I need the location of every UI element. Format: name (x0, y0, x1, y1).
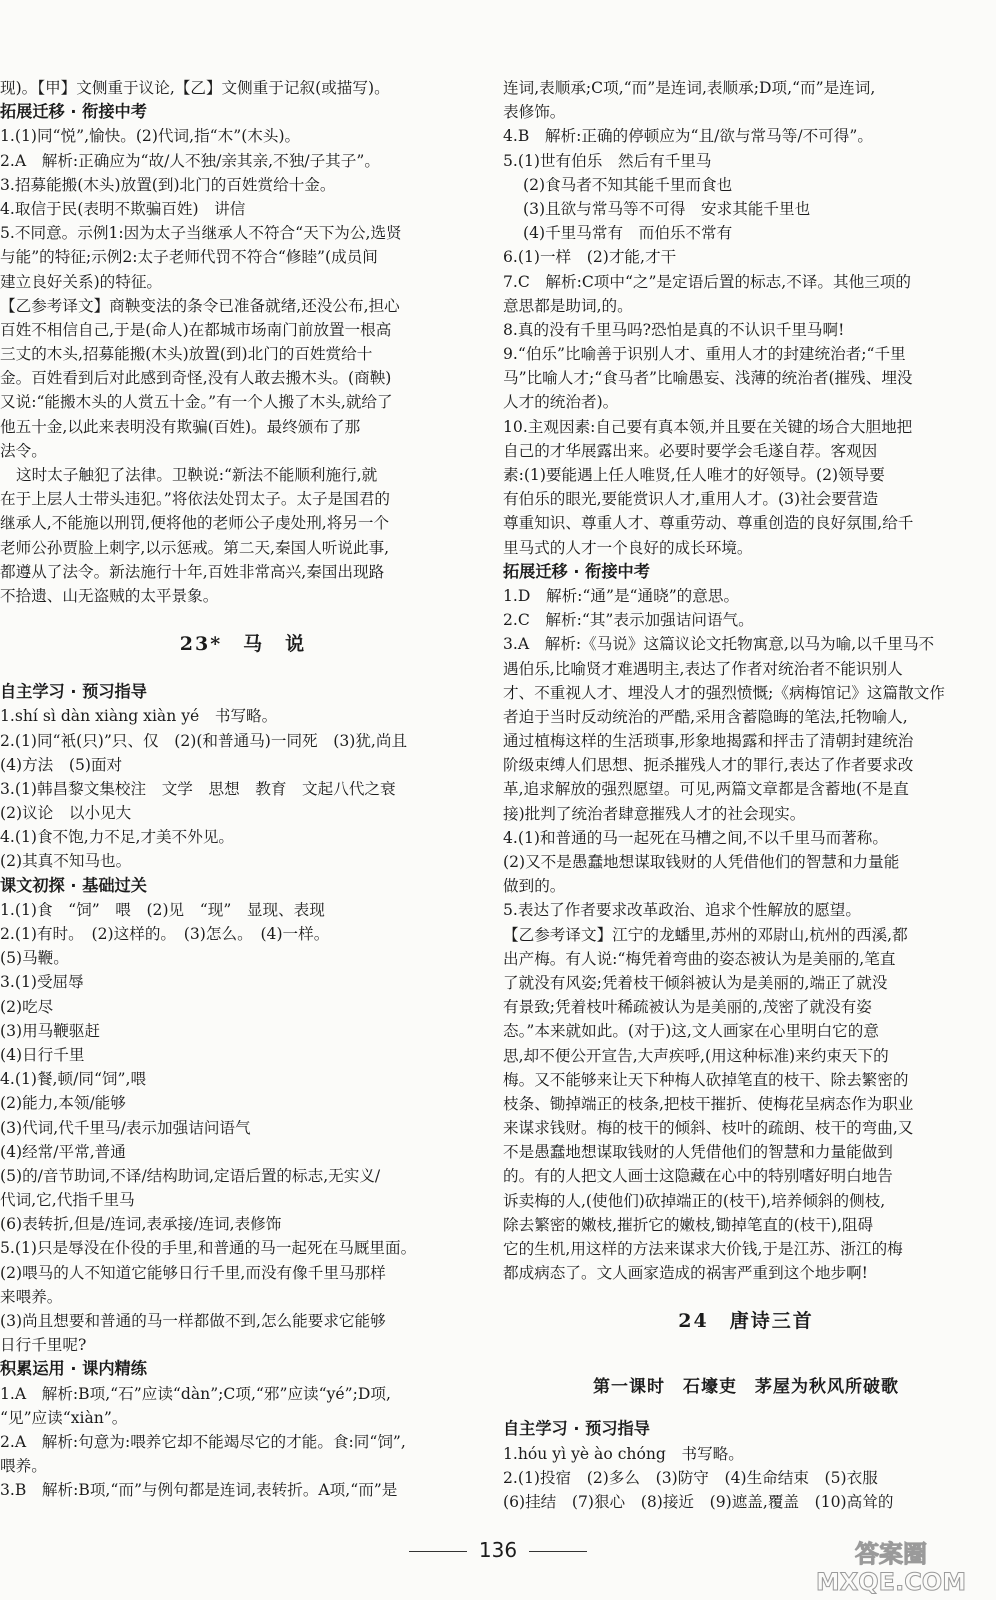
left-column (0, 76, 486, 1520)
section-heading: 自主学习 · 预习指导 (503, 1419, 650, 1439)
text-line: 喂养。 (0, 1457, 47, 1476)
text-line: 都成病态了。文人画家造成的祸害严重到这个地步啊! (503, 1264, 868, 1283)
text-line: 金。百姓看到后对此感到奇怪,没有人敢去搬木头。(商鞅) (0, 369, 392, 388)
text-line: 代词,它,代指千里马 (0, 1191, 135, 1210)
text-line: (4)经常/平常,普通 (0, 1142, 126, 1161)
text-line: 法令。 (0, 441, 47, 460)
text-line: (3)且欲与常马等不可得 安求其能千里也 (523, 199, 811, 218)
text-line: 1.A 解析:B项,“石”应读“dàn”;C项,“邪”应读“yé”;D项, (0, 1384, 391, 1403)
text-line: 【乙参考译文】江宁的龙蟠里,苏州的邓尉山,杭州的西溪,都 (503, 925, 908, 944)
text-line: (3)用马鞭驱赶 (0, 1021, 101, 1040)
text-line: (4)方法 (5)面对 (0, 755, 123, 774)
text-line: 革,追求解放的强烈愿望。可见,两篇文章都是含蓄地(不是直 (503, 780, 909, 799)
text-line: 有景致;凭着枝叶稀疏被认为是美丽的,茂密了就没有姿 (503, 998, 872, 1017)
text-line: 2.(1)有时。 (2)这样的。 (3)怎么。 (4)一样。 (0, 925, 330, 943)
text-line: 现)。【甲】文侧重于议论,【乙】文侧重于记叙(或描写)。 (0, 79, 390, 97)
text-line: 3.招募能搬(木头)放置(到)北门的百姓赏给十金。 (0, 175, 336, 194)
text-line: (2)又不是愚蠢地想谋取钱财的人凭借他们的智慧和力量能 (503, 853, 900, 871)
text-line: 除去繁密的嫩枝,摧折它的嫩枝,锄掉笔直的(枝干),阻碍 (503, 1215, 874, 1234)
lesson-title: 23* 马 说 (179, 633, 307, 656)
text-line: 5.表达了作者要求改革政治、追求个性解放的愿望。 (503, 901, 861, 920)
text-line: 9.“伯乐”比喻善于识别人才、重用人才的封建统治者;“千里 (503, 345, 906, 364)
text-line: (2)食马者不知其能千里而食也 (523, 175, 733, 194)
text-line: 接)批判了统治者肆意摧残人才的社会现实。 (503, 804, 806, 823)
text-line: (5)的/音节助词,不译/结构助词,定语后置的标志,无实义/ (0, 1166, 381, 1185)
watermark-top: 答案圈 (855, 1540, 927, 1568)
text-line: (3)代词,代千里马/表示加强诘问语气 (0, 1118, 251, 1137)
text-line: 百姓不相信自己,于是(命人)在都城市场南门前放置一根高 (0, 320, 392, 339)
text-line: 三丈的木头,招募能搬(木头)放置(到)北门的百姓赏给十 (0, 345, 373, 364)
text-line: 与能”的特征;示例2:太子老师代罚不符合“修睦”(成员间 (0, 248, 378, 267)
section-heading: 拓展迁移 · 衔接中考 (503, 561, 650, 581)
text-line: 7.C 解析:C项中“之”是定语后置的标志,不译。其他三项的 (503, 272, 911, 291)
text-line: (2)议论 以小见大 (0, 804, 132, 823)
text-line: 来谋求钱财。梅的枝干的倾斜、枝叶的疏朗、枝干的弯曲,又 (503, 1119, 914, 1138)
text-line: 阶级束缚人们思想、扼杀摧残人才的罪行,表达了作者要求改 (503, 756, 914, 775)
text-line: 尊重知识、尊重人才、尊重劳动、尊重创造的良好氛围,给千 (503, 514, 914, 533)
text-line: 3.B 解析:B项,“而”与例句都是连词,表转折。A项,“而”是 (0, 1481, 398, 1500)
section-heading: 自主学习 · 预习指导 (0, 682, 147, 702)
text-line: 又说:“能搬木头的人赏五十金。”有一个人搬了木头,就给了 (0, 393, 393, 412)
text-line: “见”应读“xiàn”。 (0, 1408, 128, 1427)
text-line: 2.A 解析:句意为:喂养它却不能竭尽它的才能。食:同“饲”, (0, 1432, 406, 1451)
text-line: (3)尚且想要和普通的马一样都做不到,怎么能要求它能够 (0, 1312, 386, 1330)
text-line: (4)日行千里 (0, 1045, 85, 1064)
text-line: 8.真的没有千里马吗?恐怕是真的不认识千里马啊! (503, 320, 845, 339)
text-line: 6.(1)一样 (2)才能,才干 (503, 248, 677, 267)
text-line: 3.(1)受屈辱 (0, 973, 84, 992)
text-line: 4.(1)餐,顿/同“饲”,喂 (0, 1070, 147, 1089)
text-line: 里马式的人才一个良好的成长环境。 (503, 538, 753, 557)
section-heading: 积累运用 · 课内精练 (0, 1359, 147, 1379)
text-line: 2.(1)投宿 (2)多么 (3)防守 (4)生命结束 (5)衣服 (503, 1468, 878, 1487)
text-line: 人才的统治者)。 (503, 393, 619, 412)
text-line: 在于上层人士带头违犯。”将依法处罚太子。太子是国君的 (0, 490, 391, 509)
text-line: 枝条、锄掉端正的枝条,把枝干摧折、使梅花呈病态作为职业 (503, 1094, 914, 1113)
text-line: 2.C 解析:“其”表示加强诘问语气。 (503, 611, 754, 630)
text-line: 5.(1)只是辱没在仆役的手里,和普通的马一起死在马厩里面。 (0, 1239, 417, 1258)
text-line: 1.(1)食 “饲” 喂 (2)见 “现” 显现、表现 (0, 900, 325, 919)
text-line: 来喂养。 (0, 1287, 63, 1306)
text-line: 日行千里呢? (0, 1336, 87, 1355)
text-line: 4.(1)食不饱,力不足,才美不外见。 (0, 828, 235, 847)
text-line: 1.D 解析:“通”是“通晓”的意思。 (503, 586, 740, 605)
text-line: (4)千里马常有 而伯乐不常有 (523, 224, 733, 243)
text-line: (6)表转折,但是/连词,表承接/连词,表修饰 (0, 1215, 282, 1234)
text-line: 他五十金,以此来表明没有欺骗(百姓)。最终颁布了那 (0, 417, 361, 436)
text-line: (6)挂结 (7)狠心 (8)接近 (9)遮盖,覆盖 (10)高耸的 (503, 1492, 894, 1511)
watermark-logo (796, 1538, 986, 1596)
lesson-title: 24 唐诗三首 (678, 1310, 814, 1333)
text-line: 马”比喻人才;“食马者”比喻愚妄、浅薄的统治者(摧残、埋没 (503, 369, 913, 388)
text-line: 2.A 解析:正确应为“故/人不独/亲其亲,不独/子其子”。 (0, 151, 380, 170)
text-line: 3.A 解析:《马说》这篇议论文托物寓意,以马为喻,以千里马不 (503, 635, 935, 654)
text-line: 思,却不便公开宣告,大声疾呼,(用这种标准)来约束天下的 (503, 1046, 889, 1065)
text-line: 诉卖梅的人,(使他们)砍掉端正的(枝干),培养倾斜的侧枝, (503, 1191, 886, 1210)
text-line: 态。”本来就如此。(对于)这,文人画家在心里明白它的意 (503, 1022, 879, 1041)
text-line: 不是愚蠢地想谋取钱财的人凭借他们的智慧和力量能做到 (503, 1143, 893, 1162)
text-line: 做到的。 (503, 877, 566, 896)
text-line: 者迫于当时反动统治的严酷,采用含蓄隐晦的笔法,托物喻人, (503, 707, 908, 726)
text-line: 表修饰。 (503, 103, 566, 122)
text-line: 1.(1)同“悦”,愉快。(2)代词,指“木”(木头)。 (0, 127, 301, 146)
text-line: (2)其真不知马也。 (0, 852, 132, 871)
text-line: 都遵从了法令。新法施行十年,百姓非常高兴,秦国出现路 (0, 562, 385, 581)
text-line: 它的生机,用这样的方法来谋求大价钱,于是江苏、浙江的梅 (503, 1240, 903, 1258)
text-line: (5)马鞭。 (0, 949, 69, 968)
text-line: 出产梅。有人说:“梅凭着弯曲的姿态被认为是美丽的,笔直 (503, 949, 896, 968)
text-line: 继承人,不能施以刑罚,便将他的老师公子虔处刑,将另一个 (0, 514, 390, 533)
text-line: 的。有的人把文人画士这隐藏在心中的特别嗜好明白地告 (503, 1167, 893, 1186)
text-line: (2)能力,本领/能够 (0, 1094, 126, 1113)
page-number: 136 (478, 1538, 518, 1562)
text-line: 素:(1)要能遇上任人唯贤,任人唯才的好领导。(2)领导要 (503, 466, 885, 484)
text-line: 意思都是助词,的。 (503, 296, 633, 315)
text-line: 4.(1)和普通的马一起死在马槽之间,不以千里马而著称。 (503, 828, 888, 847)
text-line: 遇伯乐,比喻贤才难遇明主,表达了作者对统治者不能识别人 (503, 659, 903, 678)
text-line: 连词,表顺承;C项,“而”是连词,表顺承;D项,“而”是连词, (503, 79, 876, 97)
text-line: 了就没有风姿;凭着枝干倾斜被认为是美丽的,端正了就没 (503, 973, 888, 992)
text-line: 1.hóu yì yè ào chóng 书写略。 (503, 1444, 744, 1463)
right-column (503, 76, 989, 1520)
text-line: 不拾遗、山无盗贼的太平景象。 (0, 586, 219, 605)
text-line: 这时太子触犯了法律。卫鞅说:“新法不能顺利施行,就 (16, 466, 378, 484)
section-heading: 课文初探 · 基础过关 (0, 875, 147, 895)
text-line: 5.(1)世有伯乐 然后有千里马 (503, 151, 712, 170)
footer-rule-right (529, 1551, 587, 1552)
text-line: 老师公孙贾脸上刺字,以示惩戒。第二天,秦国人听说此事, (0, 538, 390, 557)
text-line: 【乙参考译文】商鞅变法的条令已准备就绪,还没公布,担心 (0, 296, 400, 315)
text-line: 有伯乐的眼光,要能赏识人才,重用人才。(3)社会要营造 (503, 490, 879, 509)
text-line: (2)喂马的人不知道它能够日行千里,而没有像千里马那样 (0, 1263, 386, 1282)
text-line: 通过植梅这样的生活琐事,形象地揭露和抨击了清朝封建统治 (503, 732, 914, 751)
text-line: 1.shí sì dàn xiàng xiàn yé 书写略。 (0, 707, 278, 726)
text-line: (2)吃尽 (0, 997, 54, 1016)
text-line: 梅。又不能够来让天下种梅人砍掉笔直的枝干、除去繁密的 (503, 1070, 909, 1089)
text-line: 4.B 解析:正确的停顿应为“且/欲与常马等/不可得”。 (503, 127, 873, 146)
text-line: 3.(1)韩昌黎文集校注 文学 思想 教育 文起八代之衰 (0, 779, 396, 798)
text-line: 10.主观因素:自己要有真本领,并且要在关键的场合大胆地把 (503, 417, 913, 436)
text-line: 2.(1)同“衹(只)”只、仅 (2)(和普通马)一同死 (3)犹,尚且 (0, 731, 408, 750)
text-line: 4.取信于民(表明不欺骗百姓) 讲信 (0, 199, 246, 218)
lesson-subtitle: 第一课时 石壕吏 茅屋为秋风所破歌 (593, 1377, 899, 1398)
text-line: 5.不同意。示例1:因为太子当继承人不符合“天下为公,选贤 (0, 224, 402, 243)
text-line: 自己的才华展露出来。必要时要学会毛遂自荐。客观因 (503, 441, 878, 460)
section-heading: 拓展迁移 · 衔接中考 (0, 102, 147, 122)
text-line: 建立良好关系)的特征。 (0, 272, 163, 291)
footer-rule-left (409, 1551, 467, 1552)
watermark-bottom: MXQE.COM (815, 1568, 967, 1596)
text-line: 才、不重视人才、埋没人才的强烈愤慨;《病梅馆记》这篇散文作 (503, 683, 945, 702)
